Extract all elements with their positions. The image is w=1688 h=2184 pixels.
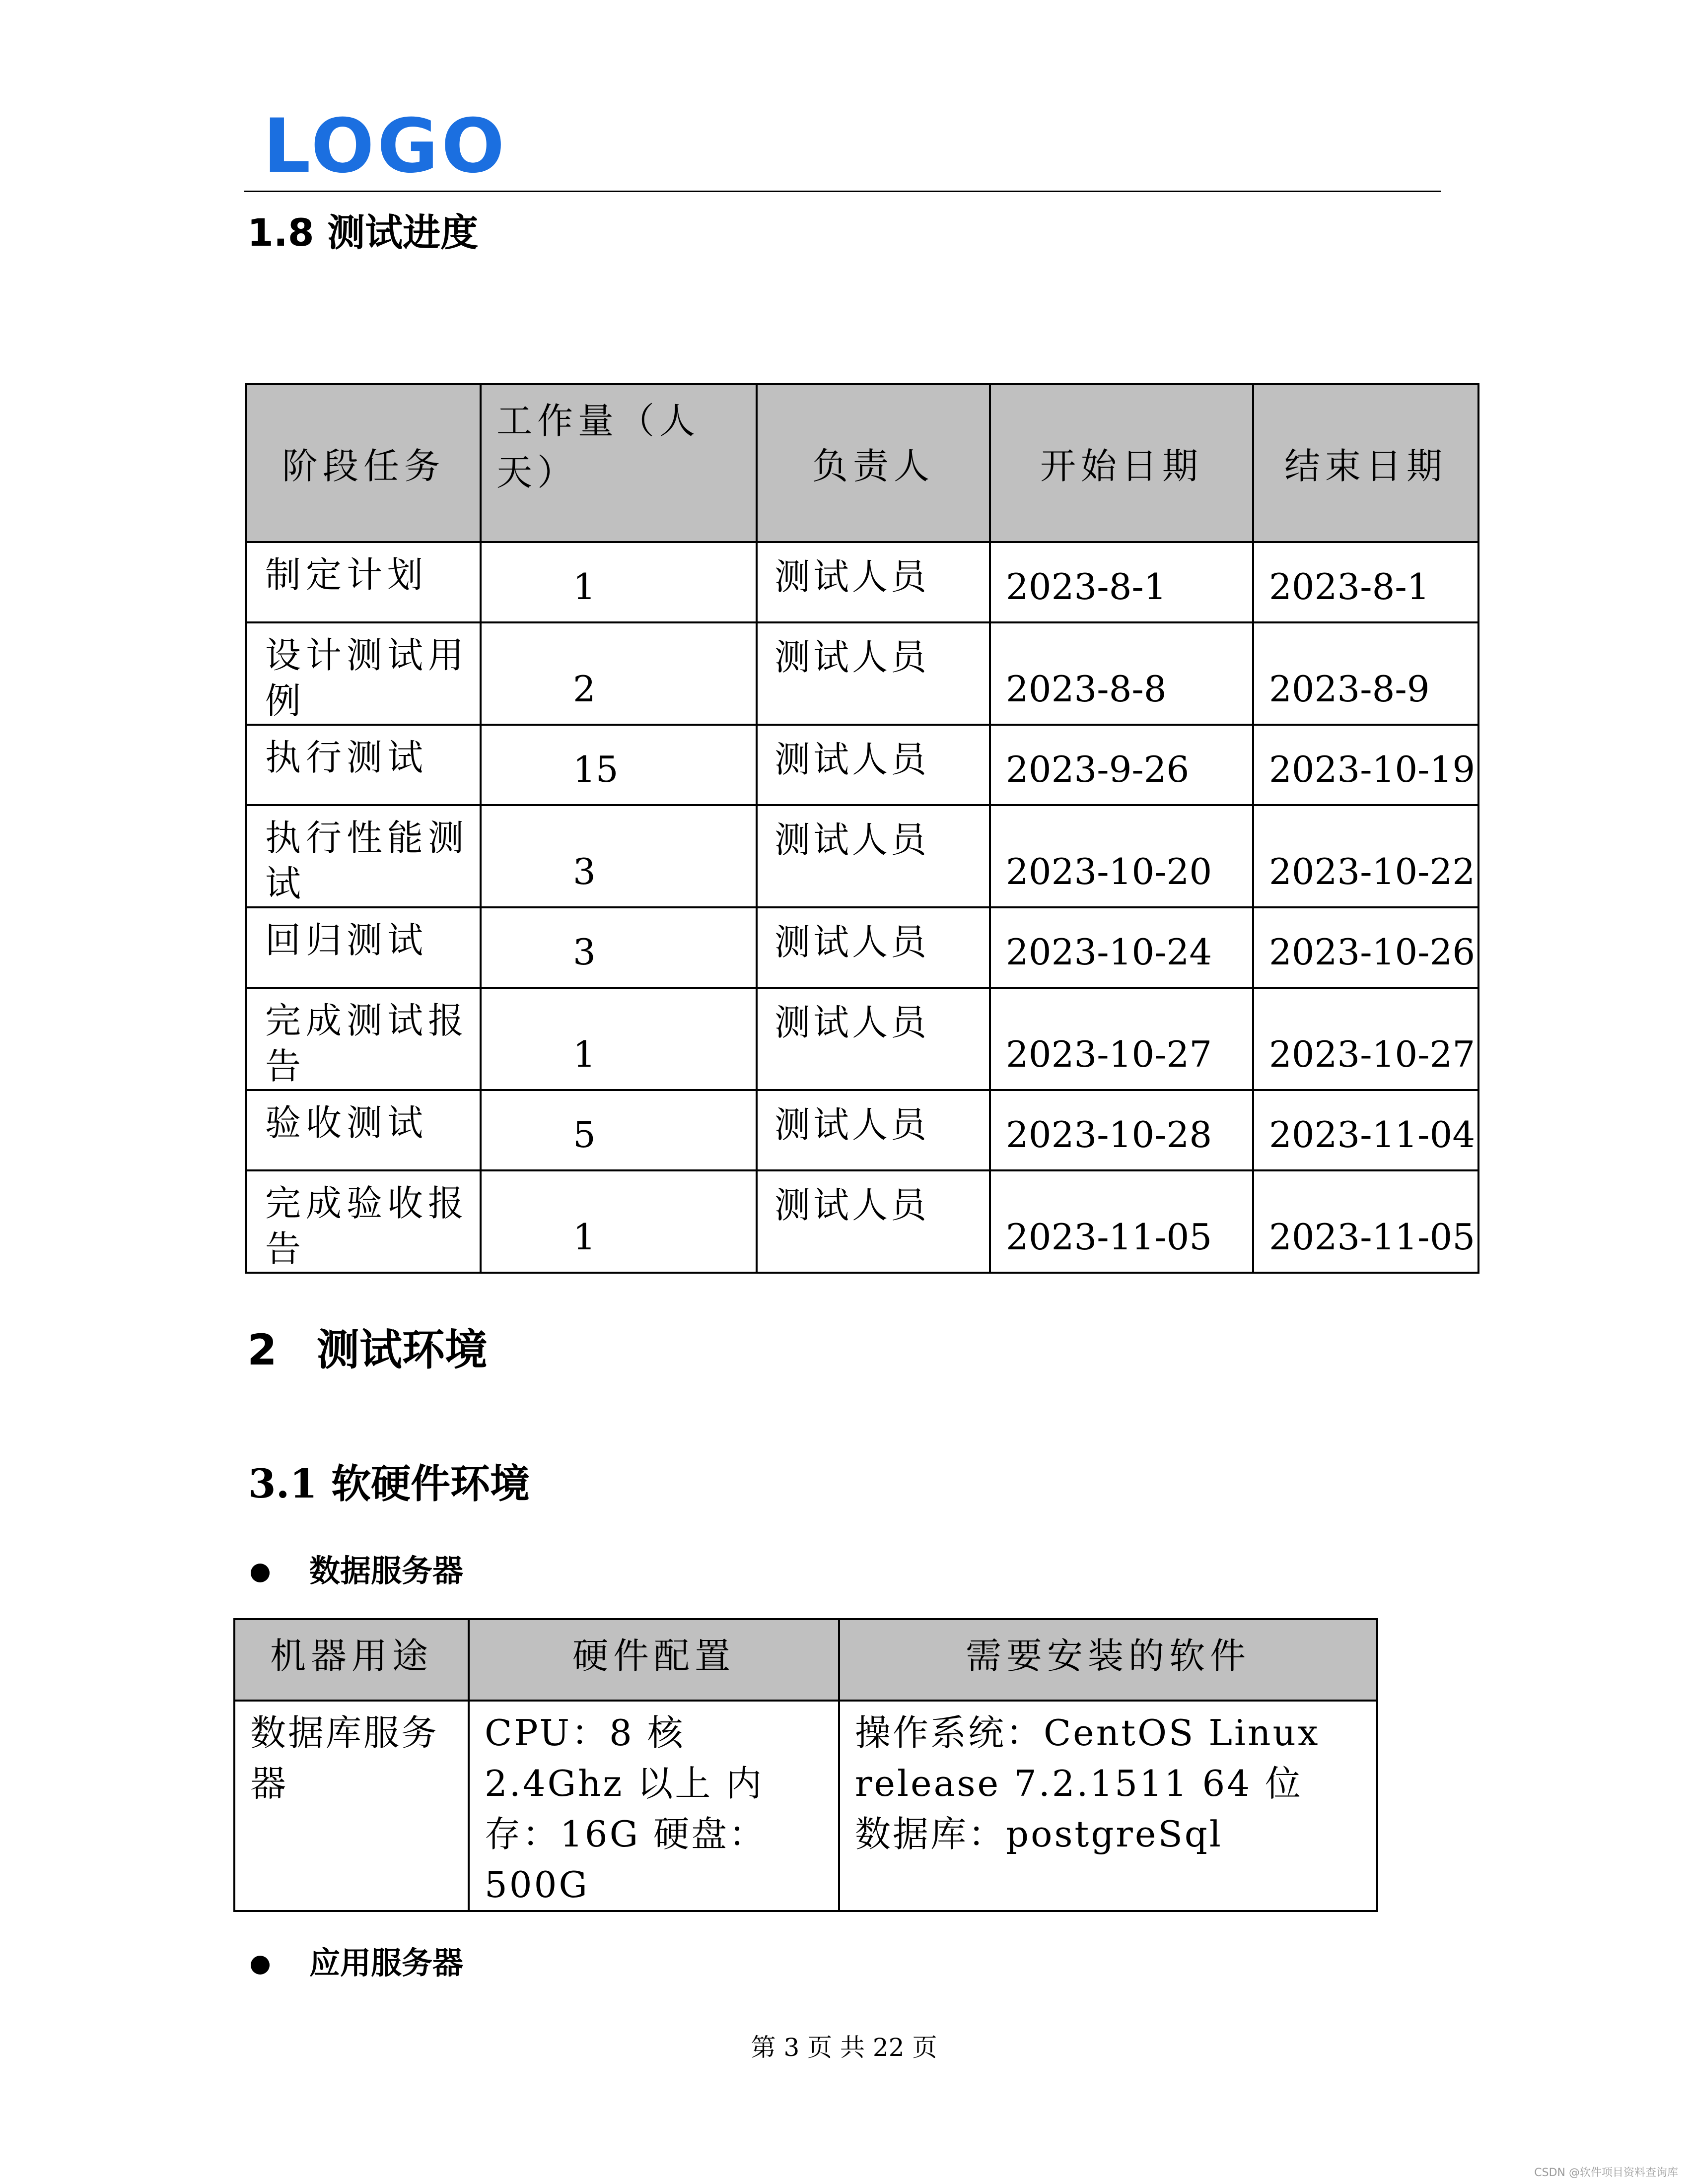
header-owner: 负责人	[757, 384, 990, 542]
header-start-date: 开始日期	[990, 384, 1253, 542]
task-cell: 回归测试	[265, 919, 428, 961]
owner-cell: 测试人员	[774, 739, 930, 780]
effort-cell: 5	[573, 1114, 596, 1156]
start-date-cell: 2023-10-27	[1006, 1033, 1212, 1075]
end-date-cell: 2023-8-1	[1269, 566, 1430, 608]
effort-cell: 1	[573, 1216, 596, 1258]
effort-cell: 3	[573, 851, 596, 892]
header-divider	[244, 191, 1441, 192]
start-date-cell: 2023-8-1	[1006, 566, 1167, 608]
software-db: 数据库：postgreSql	[855, 1813, 1223, 1855]
end-date-cell: 2023-10-26	[1269, 931, 1476, 973]
bullet-dot-icon	[251, 1956, 270, 1975]
owner-cell: 测试人员	[774, 921, 930, 963]
machine-usage-cell: 数据库服务器	[234, 1701, 469, 1911]
environment-table	[233, 1618, 1378, 1912]
table-row	[246, 805, 1478, 907]
effort-cell: 1	[573, 566, 596, 608]
section-title-2	[247, 1315, 488, 1377]
logo: LOGO	[263, 103, 508, 190]
bullet-data-server	[251, 1546, 463, 1590]
bullet-dot-icon	[251, 1564, 270, 1582]
end-date-cell: 2023-10-27	[1269, 1033, 1476, 1075]
software-cell	[839, 1701, 1377, 1911]
owner-cell: 测试人员	[774, 636, 930, 678]
table-row	[246, 725, 1478, 805]
table-row	[234, 1701, 1377, 1911]
owner-cell: 测试人员	[774, 819, 930, 861]
end-date-cell: 2023-8-9	[1269, 668, 1430, 710]
start-date-cell: 2023-9-26	[1006, 749, 1190, 790]
task-cell: 完成验收报告	[265, 1182, 469, 1270]
bullet-app-server	[251, 1938, 463, 1982]
header-hardware: 硬件配置	[469, 1619, 839, 1701]
bullet-text: 数据服务器	[309, 1553, 464, 1589]
table-row	[246, 988, 1478, 1090]
owner-cell: 测试人员	[774, 1002, 930, 1043]
section-title-3-1: 3.1 软硬件环境	[248, 1460, 530, 1507]
table-row	[246, 542, 1478, 622]
task-cell: 执行性能测试	[265, 817, 469, 904]
header-end-date: 结束日期	[1253, 384, 1478, 542]
bullet-text: 应用服务器	[309, 1945, 464, 1981]
schedule-table	[245, 383, 1479, 1274]
effort-cell: 2	[573, 668, 596, 710]
schedule-header-row	[246, 384, 1478, 542]
table-row	[246, 1090, 1478, 1170]
start-date-cell: 2023-10-24	[1006, 931, 1212, 973]
effort-cell: 15	[573, 749, 619, 790]
header-task: 阶段任务	[246, 384, 481, 542]
section-text: 测试环境	[316, 1325, 488, 1375]
end-date-cell: 2023-10-22	[1269, 851, 1476, 892]
start-date-cell: 2023-10-28	[1006, 1114, 1212, 1156]
owner-cell: 测试人员	[774, 1104, 930, 1146]
watermark: CSDN @软件项目资料查询库	[1534, 2167, 1678, 2179]
start-date-cell: 2023-10-20	[1006, 851, 1212, 892]
end-date-cell: 2023-10-19	[1269, 749, 1476, 790]
task-cell: 完成测试报告	[265, 1000, 469, 1087]
environment-header-row	[234, 1619, 1377, 1701]
page-footer: 第 3 页 共 22 页	[751, 2033, 937, 2062]
table-row	[246, 622, 1478, 725]
end-date-cell: 2023-11-05	[1269, 1216, 1476, 1258]
hardware-cell: CPU：8 核 2.4Ghz 以上 内存：16G 硬盘：500G	[469, 1701, 839, 1911]
start-date-cell: 2023-8-8	[1006, 668, 1167, 710]
header-software: 需要安装的软件	[839, 1619, 1377, 1701]
owner-cell: 测试人员	[774, 556, 930, 598]
task-cell: 执行测试	[265, 737, 428, 778]
software-os: 操作系统：CentOS Linux release 7.2.1511 64 位	[855, 1712, 1320, 1804]
table-row	[246, 1170, 1478, 1273]
owner-cell: 测试人员	[774, 1184, 930, 1226]
end-date-cell: 2023-11-04	[1269, 1114, 1476, 1156]
task-cell: 制定计划	[265, 554, 428, 596]
effort-cell: 3	[573, 931, 596, 973]
header-effort: 工作量（人天）	[481, 384, 757, 542]
start-date-cell: 2023-11-05	[1006, 1216, 1212, 1258]
section-title-1-8: 1.8 测试进度	[247, 210, 479, 255]
table-row	[246, 907, 1478, 988]
task-cell: 验收测试	[265, 1102, 428, 1144]
effort-cell: 1	[573, 1033, 596, 1075]
header-machine-usage: 机器用途	[234, 1619, 469, 1701]
task-cell: 设计测试用例	[265, 634, 469, 722]
section-number: 2	[247, 1325, 277, 1375]
